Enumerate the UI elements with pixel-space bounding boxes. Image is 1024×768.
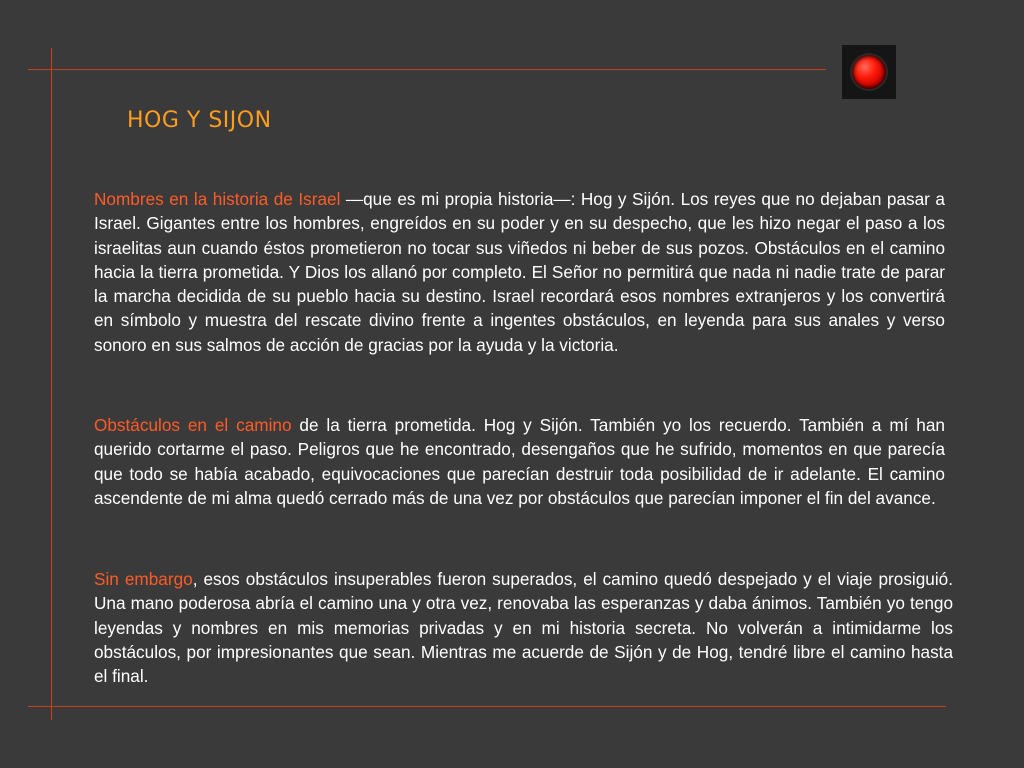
red-circle-button-icon [852, 55, 886, 89]
paragraph-3-text: , esos obstáculos insuperables fueron superados, el camino quedó despejado y el viaje prosiguió. Una mano poderosa abría el camino una y otra vez, renovaba las esperanzas y daba ánimos. También yo tengo leyendas y nombres en mis memorias privadas y en mi historia secreta. No volverán a intimidarme los obstáculos, por impresionantes que sean. Mientras me acuerde de Sijón y de Hog, tendré libre el camino hasta el final. [94, 569, 953, 687]
paragraph-2-text: de la tierra prometida. Hog y Sijón. También yo los recuerdo. También a mí han querido cortarme el paso. Peligros que he encontrado, desengaños que he sufrido, momentos en que parecía que todo se había acabado, equivocaciones que parecían destruir toda posibilidad de ir adelante. El camino ascendente de mi alma quedó cerrado más de una vez por obstáculos que parecían imponer el fin del avance. [94, 415, 945, 508]
top-rule-line [28, 69, 826, 70]
paragraph-1-lead: Nombres en la historia de Israel [94, 189, 341, 209]
record-button[interactable] [842, 45, 896, 99]
paragraph-1 [94, 187, 945, 357]
paragraph-1-text: —que es mi propia historia—: Hog y Sijón. Los reyes que no dejaban pasar a Israel. Gigantes entre los hombres, engreídos en su poder y en su despecho, que les hizo negar el paso a los israelitas aun cuando éstos prometieron no tocar sus viñedos ni beber de sus pozos. Obstáculos en el camino hacia la tierra prometida. Y Dios los allanó por completo. El Señor no permitirá que nada ni nadie trate de parar la marcha decidida de su pueblo hacia su destino. Israel recordará esos nombres extranjeros y los convertirá en símbolo y muestra del rescate divino frente a ingentes obstáculos, en leyenda para sus anales y verso sonoro en sus salmos de acción de gracias por la ayuda y la victoria. [94, 189, 945, 355]
paragraph-3-lead: Sin embargo [94, 569, 193, 589]
paragraph-3 [94, 567, 953, 688]
left-rule-line [51, 48, 52, 720]
paragraph-2-lead: Obstáculos en el camino [94, 415, 292, 435]
bottom-rule-line [28, 706, 946, 707]
slide-title: HOG Y SIJON [127, 108, 272, 133]
paragraph-2 [94, 413, 945, 510]
